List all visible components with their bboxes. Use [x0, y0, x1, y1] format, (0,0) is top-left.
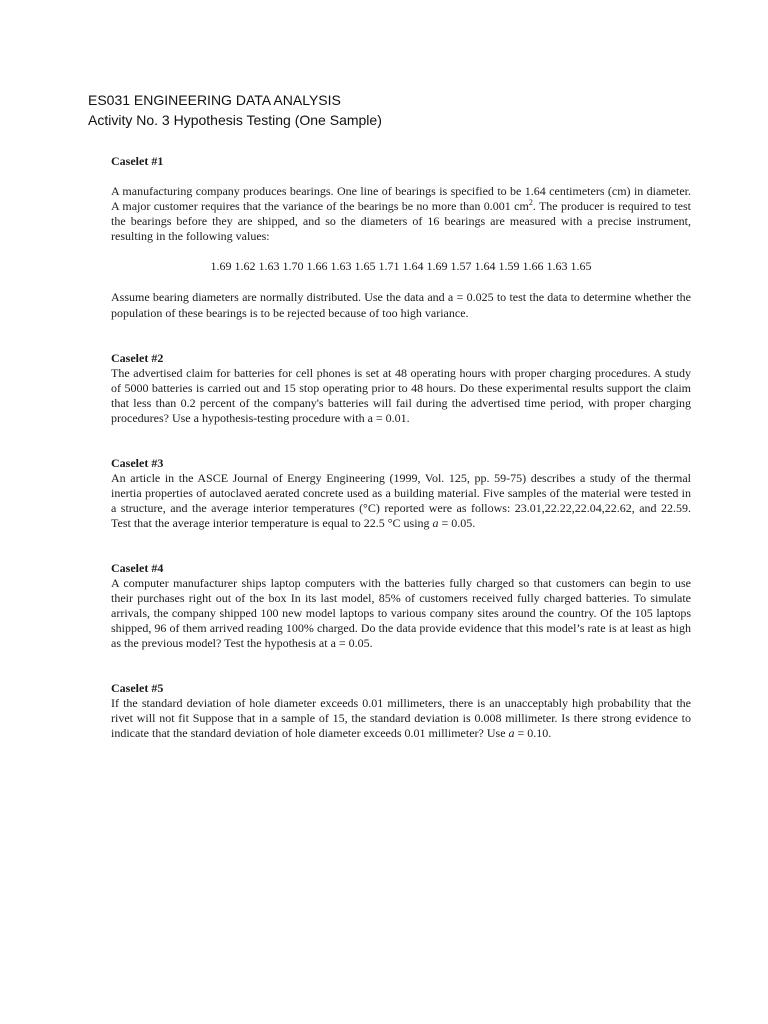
caselet-paragraph: The advertised claim for batteries for cell phones is set at 48 operating hours with proper charging procedures. A study of 5000 batteries is carried out and 15 stop operating prior to 48 hours. Do these experimental results support the claim that less than 0.2 percent of the company's batteries will fail during the advertised time period, with proper charging procedures? Use a hypothesis-testing procedure with a = 0.01.	[111, 366, 691, 425]
caselet-title: Caselet #3	[111, 456, 164, 470]
caselet-paragraph: If the standard deviation of hole diameter exceeds 0.01 millimeters, there is an unacceptably high probability that the rivet will not fit Suppose that in a sample of 15, the standard deviation is 0.008 millimeter. Is there strong evidence to indicate that the standard deviation of hole diameter exceeds 0.01 millimeter? Use a = 0.10.	[111, 696, 691, 740]
course-title: ES031 ENGINEERING DATA ANALYSIS	[88, 92, 341, 108]
document-header	[88, 90, 382, 130]
caselet-title: Caselet #1	[111, 154, 164, 168]
caselet-paragraph: An article in the ASCE Journal of Energy Engineering (1999, Vol. 125, pp. 59-75) describes a study of the thermal inertia properties of autoclaved aerated concrete used as a building material. Five samples of the material were tested in a structure, and the average interior temperatures (°C) reported were as follows: 23.01,22.22,22.04,22.62, and 22.59. Test that the average interior temperature is equal to 22.5 °C using a = 0.05.	[111, 471, 691, 530]
document-body	[111, 154, 691, 741]
caselet-2	[111, 351, 691, 426]
caselet-title: Caselet #5	[111, 681, 164, 695]
caselet-5	[111, 681, 691, 741]
caselet-paragraph: A manufacturing company produces bearings. One line of bearings is specified to be 1.64 centimeters (cm) in diameter. A major customer requires that the variance of the bearings be no more than 0.001 $cm^2$. The producer is required to test the bearings before they are shipped, and so the diameters of 16 bearings are measured with a precise instrument, resulting in the following values:	[111, 184, 691, 243]
caselet-title: Caselet #4	[111, 561, 164, 575]
caselet-title: Caselet #2	[111, 351, 164, 365]
caselet-paragraph: A computer manufacturer ships laptop computers with the batteries fully charged so that customers can begin to use their purchases right out of the box In its last model, 85% of customers received fully charged batteries. To simulate arrivals, the company shipped 100 new model laptops to various company sites around the country. Of the 105 laptops shipped, 96 of them arrived reading 100% charged. Do the data provide evidence that this model’s rate is at least as high as the previous model? Test the hypothesis at a = 0.05.	[111, 576, 691, 650]
activity-title: Activity No. 3 Hypothesis Testing (One Sample)	[88, 112, 382, 128]
bearing-values: 1.69 1.62 1.63 1.70 1.66 1.63 1.65 1.71 1.64 1.69 1.57 1.64 1.59 1.66 1.63 1.65	[210, 259, 592, 273]
caselet-1	[111, 154, 691, 321]
caselet-3	[111, 456, 691, 531]
caselet-4	[111, 561, 691, 651]
caselet-paragraph: Assume bearing diameters are normally distributed. Use the data and a = 0.025 to test the data to determine whether the population of these bearings is to be rejected because of too high variance.	[111, 290, 691, 320]
